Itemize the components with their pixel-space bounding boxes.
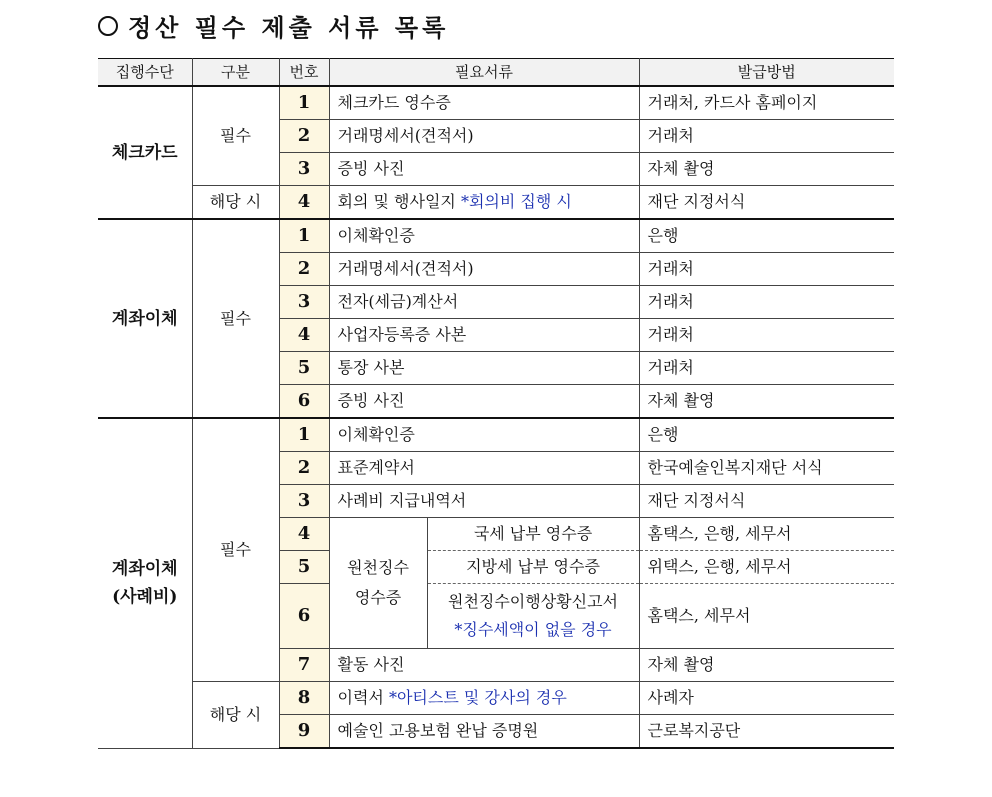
- document-cell: 전자(세금)계산서: [329, 286, 639, 319]
- document-text: 원천징수이행상황신고서: [447, 592, 619, 611]
- document-text: 이력서: [337, 688, 384, 707]
- document-cell: [329, 682, 639, 715]
- document-cell: 사업자등록증 사본: [329, 319, 639, 352]
- row-number: 6: [279, 584, 329, 649]
- category-cell: 해당 시: [192, 682, 279, 749]
- header-method: 집행수단: [98, 59, 192, 87]
- header-docs: 필요서류: [329, 59, 639, 87]
- document-text: 회의 및 행사일지: [337, 192, 456, 211]
- method-line: 계좌이체: [111, 559, 178, 580]
- withholding-label: 원천징수: [347, 558, 409, 577]
- document-cell: [427, 584, 639, 649]
- document-cell: 이체확인증: [329, 219, 639, 253]
- issuance-cell: 재단 지정서식: [639, 485, 894, 518]
- issuance-cell: 거래처: [639, 352, 894, 385]
- row-number: 1: [279, 418, 329, 452]
- document-cell: [329, 186, 639, 220]
- row-number: 4: [279, 518, 329, 551]
- issuance-cell: 자체 촬영: [639, 385, 894, 419]
- row-number: 5: [279, 352, 329, 385]
- document-cell: 국세 납부 영수증: [427, 518, 639, 551]
- issuance-cell: 사례자: [639, 682, 894, 715]
- table-row: [98, 86, 894, 120]
- table-row: [98, 219, 894, 253]
- document-cell: 통장 사본: [329, 352, 639, 385]
- document-cell: 체크카드 영수증: [329, 86, 639, 120]
- table-row: [98, 682, 894, 715]
- table-row: [98, 186, 894, 220]
- table-header-row: [98, 59, 894, 87]
- issuance-cell: 재단 지정서식: [639, 186, 894, 220]
- document-note: *아티스트 및 강사의 경우: [388, 688, 567, 707]
- issuance-cell: 자체 촬영: [639, 649, 894, 682]
- withholding-label-cell: [329, 518, 427, 649]
- row-number: 8: [279, 682, 329, 715]
- row-number: 6: [279, 385, 329, 419]
- documents-table: [98, 58, 894, 749]
- category-cell: 필수: [192, 418, 279, 682]
- issuance-cell: 한국예술인복지재단 서식: [639, 452, 894, 485]
- row-number: 1: [279, 86, 329, 120]
- page-title: 정산 필수 제출 서류 목록: [98, 8, 449, 43]
- header-category: 구분: [192, 59, 279, 87]
- document-cell: 지방세 납부 영수증: [427, 551, 639, 584]
- method-cell-card: 체크카드: [98, 86, 192, 219]
- document-cell: 이체확인증: [329, 418, 639, 452]
- issuance-cell: 거래처: [639, 253, 894, 286]
- table-row: [98, 418, 894, 452]
- method-line: (사례비): [112, 587, 178, 608]
- issuance-cell: 거래처: [639, 319, 894, 352]
- document-cell: 거래명세서(견적서): [329, 253, 639, 286]
- row-number: 7: [279, 649, 329, 682]
- issuance-cell: 홈택스, 은행, 세무서: [639, 518, 894, 551]
- issuance-cell: 홈택스, 세무서: [639, 584, 894, 649]
- document-note: *징수세액이 없을 경우: [454, 620, 612, 639]
- document-cell: 증빙 사진: [329, 153, 639, 186]
- withholding-label: 영수증: [354, 588, 402, 607]
- method-cell-fee: [98, 418, 192, 748]
- issuance-cell: 은행: [639, 418, 894, 452]
- document-note: *회의비 집행 시: [460, 192, 572, 211]
- issuance-cell: 거래처, 카드사 홈페이지: [639, 86, 894, 120]
- header-issuance: 발급방법: [639, 59, 894, 87]
- row-number: 4: [279, 186, 329, 220]
- row-number: 3: [279, 485, 329, 518]
- row-number: 2: [279, 452, 329, 485]
- row-number: 2: [279, 120, 329, 153]
- document-cell: 활동 사진: [329, 649, 639, 682]
- issuance-cell: 거래처: [639, 120, 894, 153]
- method-cell-transfer: 계좌이체: [98, 219, 192, 418]
- document-cell: 증빙 사진: [329, 385, 639, 419]
- row-number: 3: [279, 153, 329, 186]
- issuance-cell: 거래처: [639, 286, 894, 319]
- row-number: 4: [279, 319, 329, 352]
- row-number: 2: [279, 253, 329, 286]
- document-cell: 거래명세서(견적서): [329, 120, 639, 153]
- document-cell: 예술인 고용보험 완납 증명원: [329, 715, 639, 749]
- row-number: 1: [279, 219, 329, 253]
- category-cell: 필수: [192, 86, 279, 186]
- category-cell: 해당 시: [192, 186, 279, 220]
- row-number: 5: [279, 551, 329, 584]
- circle-bullet-icon: [98, 16, 118, 36]
- row-number: 9: [279, 715, 329, 749]
- issuance-cell: 자체 촬영: [639, 153, 894, 186]
- issuance-cell: 근로복지공단: [639, 715, 894, 749]
- category-cell: 필수: [192, 219, 279, 418]
- row-number: 3: [279, 286, 329, 319]
- header-no: 번호: [279, 59, 329, 87]
- document-cell: 사례비 지급내역서: [329, 485, 639, 518]
- issuance-cell: 은행: [639, 219, 894, 253]
- document-cell: 표준계약서: [329, 452, 639, 485]
- issuance-cell: 위택스, 은행, 세무서: [639, 551, 894, 584]
